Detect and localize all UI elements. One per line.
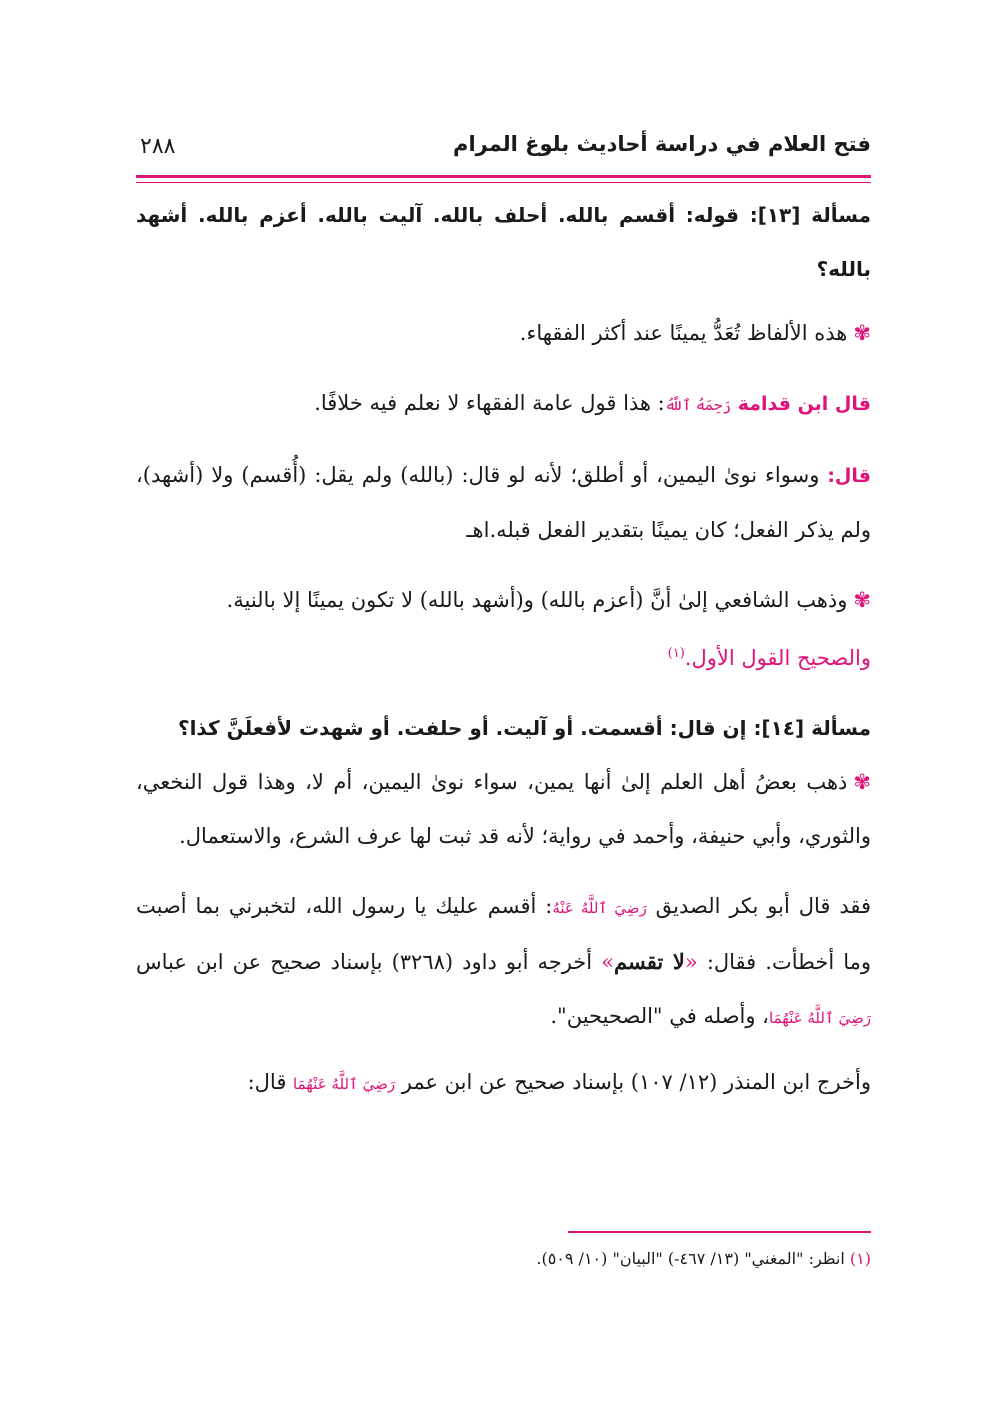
book-title: فتح العلام في دراسة أحاديث بلوغ المرام — [453, 132, 871, 156]
flower-bullet-icon: ✾ — [853, 321, 871, 345]
quote-mark: » — [601, 950, 615, 974]
paragraph-3 — [136, 448, 871, 557]
paragraph-6-text: أخرجه أبو داود (٣٢٦٨) بإسناد صحيح عن ابن عباس — [136, 950, 602, 974]
honorific: رَضِيَ ٱللَّهُ عَنْهُمَا — [293, 1075, 396, 1093]
page-header — [136, 120, 871, 170]
footnote-text: انظر: "المغني" (١٣/ ٤٦٧-) "البيان" (١٠/ ٥٠٩). — [536, 1249, 850, 1268]
honorific: رَحِمَهُ ٱللَّهُ — [664, 396, 732, 414]
paragraph-6 — [136, 879, 871, 1045]
page-number: ٢٨٨ — [140, 134, 176, 159]
issue-13-text: قوله: أقسم بالله. أحلف بالله. آليت بالله. أعزم بالله. أشهد بالله؟ — [136, 203, 871, 281]
paragraph-6-text: فقد قال أبو بكر الصديق — [646, 894, 872, 918]
issue-14-heading — [136, 701, 871, 755]
flower-bullet-icon: ✾ — [853, 770, 871, 794]
footnote — [136, 1246, 871, 1272]
honorific: رَضِيَ ٱللَّهُ عَنْهُمَا — [768, 1009, 871, 1027]
paragraph-4 — [136, 573, 871, 685]
footnote-rule — [568, 1231, 871, 1233]
paragraph-7-text: وأخرج ابن المنذر (١٢/ ١٠٧) بإسناد صحيح عن ابن عمر — [395, 1070, 871, 1094]
paragraph-7 — [136, 1055, 871, 1111]
paragraph-7-text: قال: — [247, 1070, 294, 1094]
page-content — [136, 188, 871, 1111]
header-rule-thin — [136, 182, 871, 183]
paragraph-5-text: ذهب بعضُ أهل العلم إلىٰ أنها يمين، سواء نوىٰ اليمين، أم لا، وهذا قول النخعي، والثوري، وأبي حنيفة، وأحمد في رواية؛ لأنه قد ثبت لها عرف الشرع، والاستعمال. — [136, 770, 871, 848]
paragraph-5 — [136, 755, 871, 863]
paragraph-3-text: وسواء نوىٰ اليمين، أو أطلق؛ لأنه لو قال: (بالله) ولم يقل: (أُقسم) ولا (أشهد)، ولم يذكر الفعل؛ كان يمينًا بتقدير الفعل قبله.اهـ — [136, 463, 871, 542]
issue-14-text: إن قال: أقسمت. أو آليت. أو حلفت. أو شهدت لأفعلَنَّ كذا؟ — [177, 716, 754, 740]
quote-speaker: قال ابن قدامة — [737, 393, 871, 415]
flower-bullet-icon: ✾ — [853, 588, 871, 612]
paragraph-2-text: : هذا قول عامة الفقهاء لا نعلم فيه خلافًا. — [314, 391, 665, 415]
conclusion-text: والصحيح القول الأول. — [684, 646, 871, 670]
honorific: رَضِيَ ٱللَّهُ عَنْهُ — [552, 899, 647, 917]
paragraph-6-text: . — [550, 1004, 558, 1028]
quote-speaker: قال: — [827, 465, 871, 487]
paragraph-2 — [136, 376, 871, 432]
paragraph-4-text: وذهب الشافعي إلىٰ أنَّ (أعزم بالله) و(أشهد بالله) لا تكون يمينًا إلا بالنية. — [226, 588, 848, 612]
issue-13-title: مسألة [١٣]: — [749, 203, 871, 227]
paragraph-6-text: ، وأصله في — [662, 1004, 769, 1028]
source-title: "الصحيحين" — [557, 1004, 663, 1028]
quote-mark: « — [684, 950, 698, 974]
paragraph-6-text: : أقسم عليك يا رسول الله، لتخبرني بما أصبت وما أخطأت. فقال: — [136, 894, 872, 974]
hadith-quote: لا تقسم — [614, 949, 685, 974]
paragraph-1 — [136, 306, 871, 360]
header-rule-thick — [136, 175, 871, 178]
paragraph-1-text: هذه الألفاظ تُعَدُّ يمينًا عند أكثر الفقهاء. — [519, 321, 848, 345]
issue-13-heading — [136, 188, 871, 296]
footnote-number: (١) — [849, 1249, 871, 1268]
issue-14-title: مسألة [١٤]: — [753, 716, 871, 740]
footnote-reference[interactable]: (١) — [667, 646, 685, 661]
